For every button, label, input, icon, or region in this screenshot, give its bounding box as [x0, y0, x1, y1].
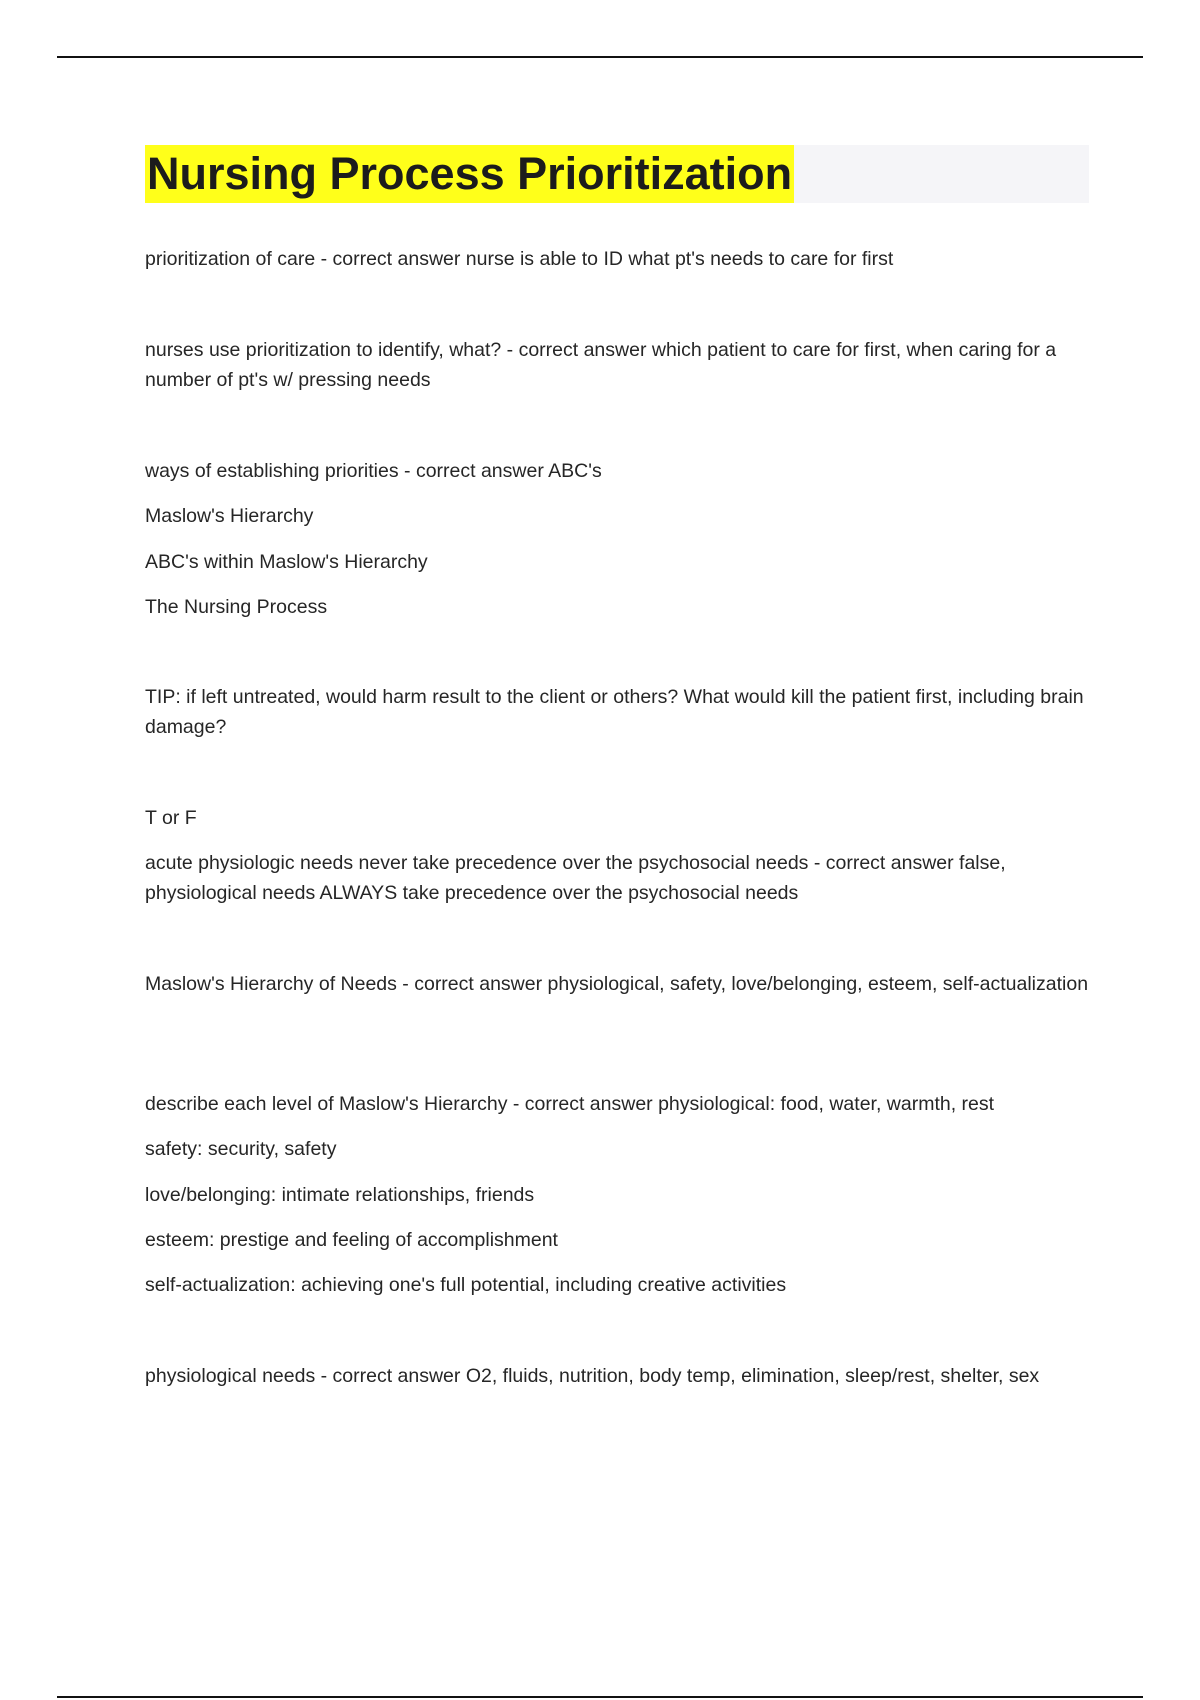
qa-line: prioritization of care - correct answer nurse is able to ID what pt's needs to care for first — [145, 248, 894, 270]
qa-line: describe each level of Maslow's Hierarchy - correct answer physiological: food, water, warmth, rest — [145, 1093, 995, 1115]
qa-line: T or F — [145, 807, 197, 829]
list-item: safety: security, safety — [145, 1138, 337, 1160]
list-item: esteem: prestige and feeling of accomplishment — [145, 1229, 558, 1251]
qa-line: acute physiologic needs never take precedence over the psychosocial needs - correct answer false, physiological needs ALWAYS take precedence over the psychosocial needs — [145, 852, 1006, 904]
document-title: Nursing Process Prioritization — [145, 145, 794, 203]
qa-line: ways of establishing priorities - correct answer ABC's — [145, 460, 602, 482]
qa-line: Maslow's Hierarchy of Needs - correct answer physiological, safety, love/belonging, esteem, self-actualization — [145, 973, 1089, 995]
list-item: love/belonging: intimate relationships, friends — [145, 1184, 535, 1206]
qa-line: physiological needs - correct answer O2, fluids, nutrition, body temp, elimination, sleep/rest, shelter, sex — [145, 1365, 1040, 1387]
tip-line: TIP: if left untreated, would harm result to the client or others? What would kill the patient first, including brain damage? — [145, 686, 1084, 738]
list-item: Maslow's Hierarchy — [145, 505, 314, 527]
top-rule — [57, 56, 1143, 58]
list-item: ABC's within Maslow's Hierarchy — [145, 551, 428, 573]
list-item: self-actualization: achieving one's full potential, including creative activities — [145, 1274, 787, 1296]
bottom-rule — [57, 1696, 1143, 1698]
qa-line: nurses use prioritization to identify, what? - correct answer which patient to care for first, when caring for a number of pt's w/ pressing needs — [145, 339, 1057, 391]
list-item: The Nursing Process — [145, 596, 328, 618]
